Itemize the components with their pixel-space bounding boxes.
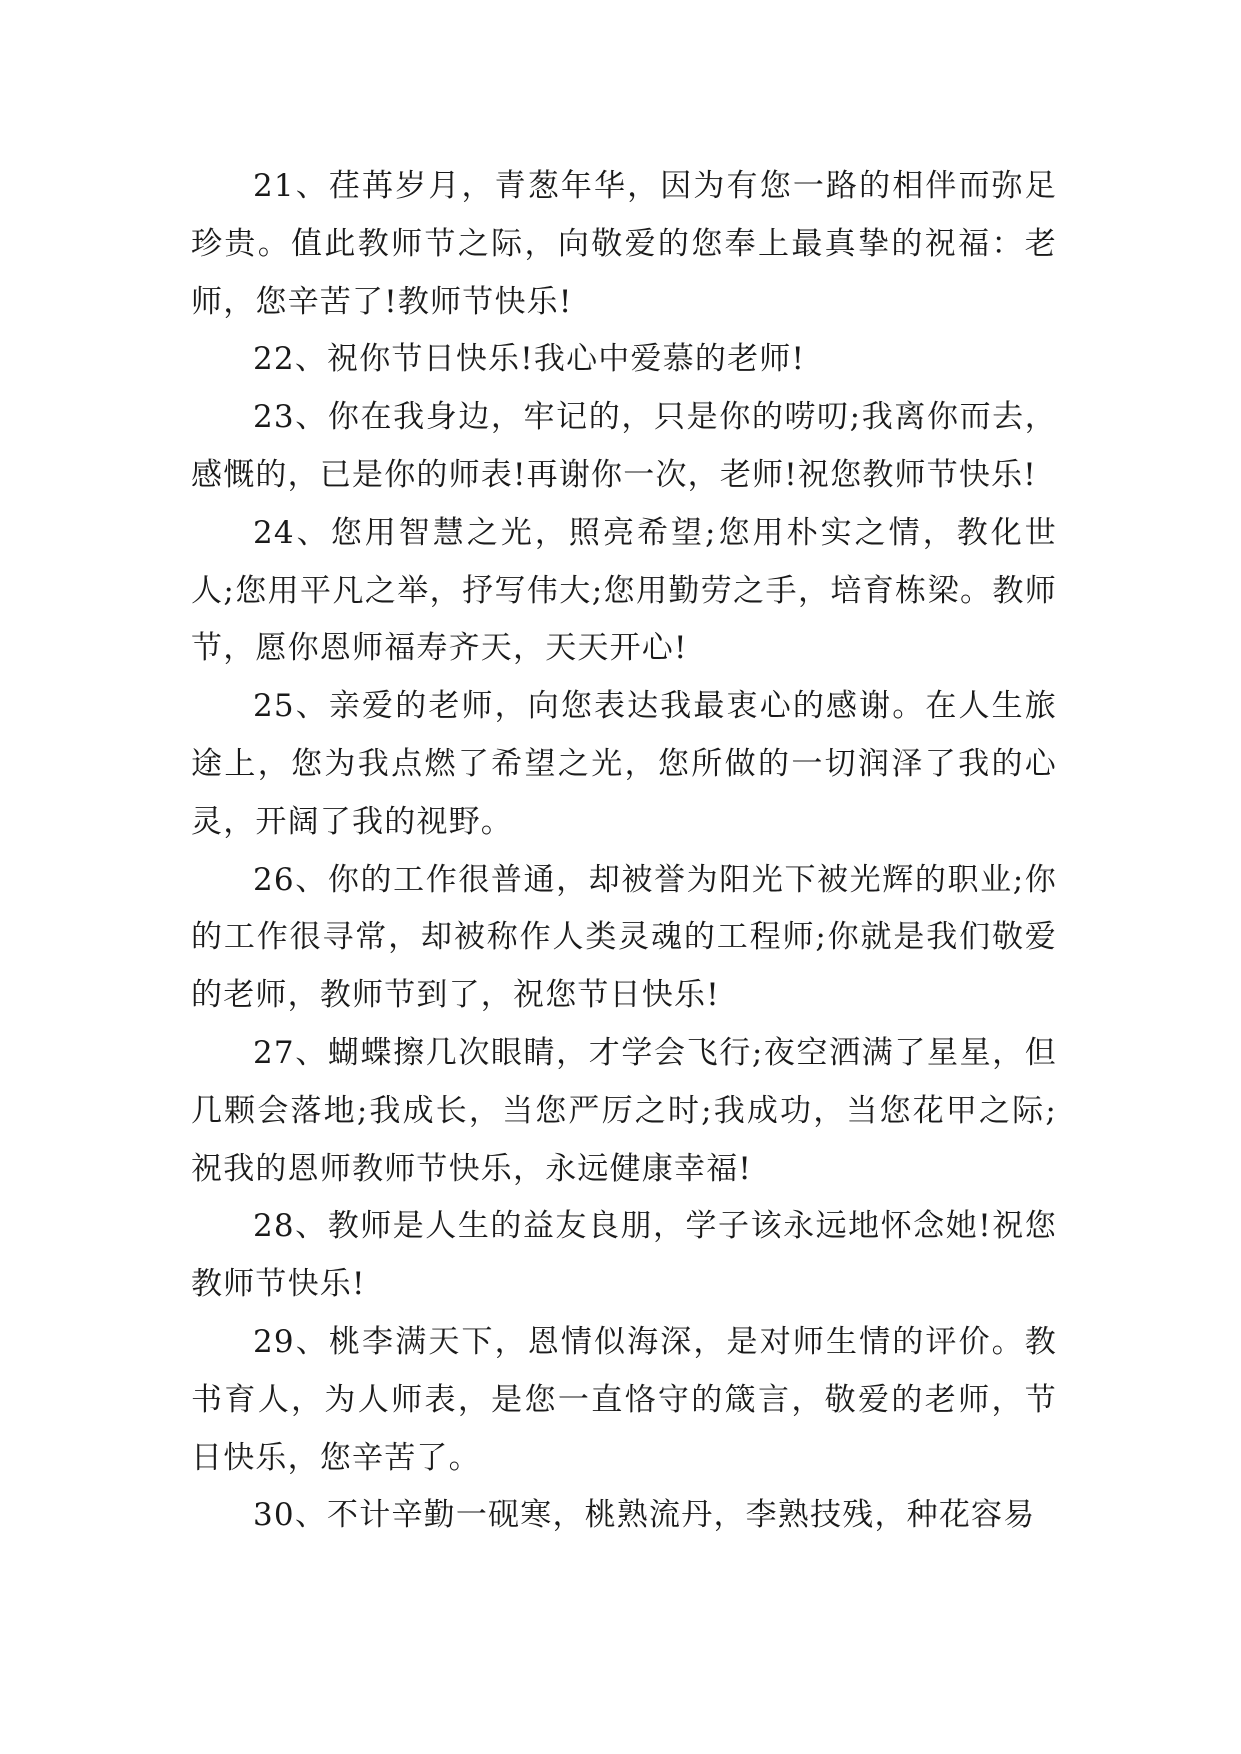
paragraph-21: 21、荏苒岁月，青葱年华，因为有您一路的相伴而弥足珍贵。值此教师节之际，向敬爱的您奉上最真挚的祝福：老师，您辛苦了!教师节快乐!	[191, 168, 1057, 320]
paragraph-30: 30、不计辛勤一砚寒，桃熟流丹，李熟技残，种花容易	[253, 1497, 1036, 1534]
paragraph-26: 26、你的工作很普通，却被誉为阳光下被光辉的职业;你的工作很寻常，却被称作人类灵魂的工程师;你就是我们敬爱的老师，教师节到了，祝您节日快乐!	[191, 861, 1057, 1014]
document-page	[191, 158, 1057, 1545]
paragraph-28: 28、教师是人生的益友良朋，学子该永远地怀念她!祝您教师节快乐!	[191, 1208, 1057, 1303]
paragraph-29: 29、桃李满天下，恩情似海深，是对师生情的评价。教书育人，为人师表，是您一直恪守的箴言，敬爱的老师，节日快乐，您辛苦了。	[191, 1323, 1057, 1476]
paragraph-23: 23、你在我身边，牢记的，只是你的唠叨;我离你而去，感慨的，已是你的师表!再谢你一次，老师!祝您教师节快乐!	[191, 399, 1057, 493]
paragraph-27: 27、蝴蝶擦几次眼睛，才学会飞行;夜空洒满了星星，但几颗会落地;我成长，当您严厉之时;我成功，当您花甲之际;祝我的恩师教师节快乐，永远健康幸福!	[191, 1034, 1057, 1187]
paragraph-25: 25、亲爱的老师，向您表达我最衷心的感谢。在人生旅途上，您为我点燃了希望之光，您所做的一切润泽了我的心灵，开阔了我的视野。	[191, 688, 1057, 840]
paragraph-22: 22、祝你节日快乐!我心中爱慕的老师!	[253, 341, 806, 378]
paragraph-24: 24、您用智慧之光，照亮希望;您用朴实之情，教化世人;您用平凡之举，抒写伟大;您用勤劳之手，培育栋梁。教师节，愿你恩师福寿齐天，天天开心!	[191, 514, 1057, 667]
